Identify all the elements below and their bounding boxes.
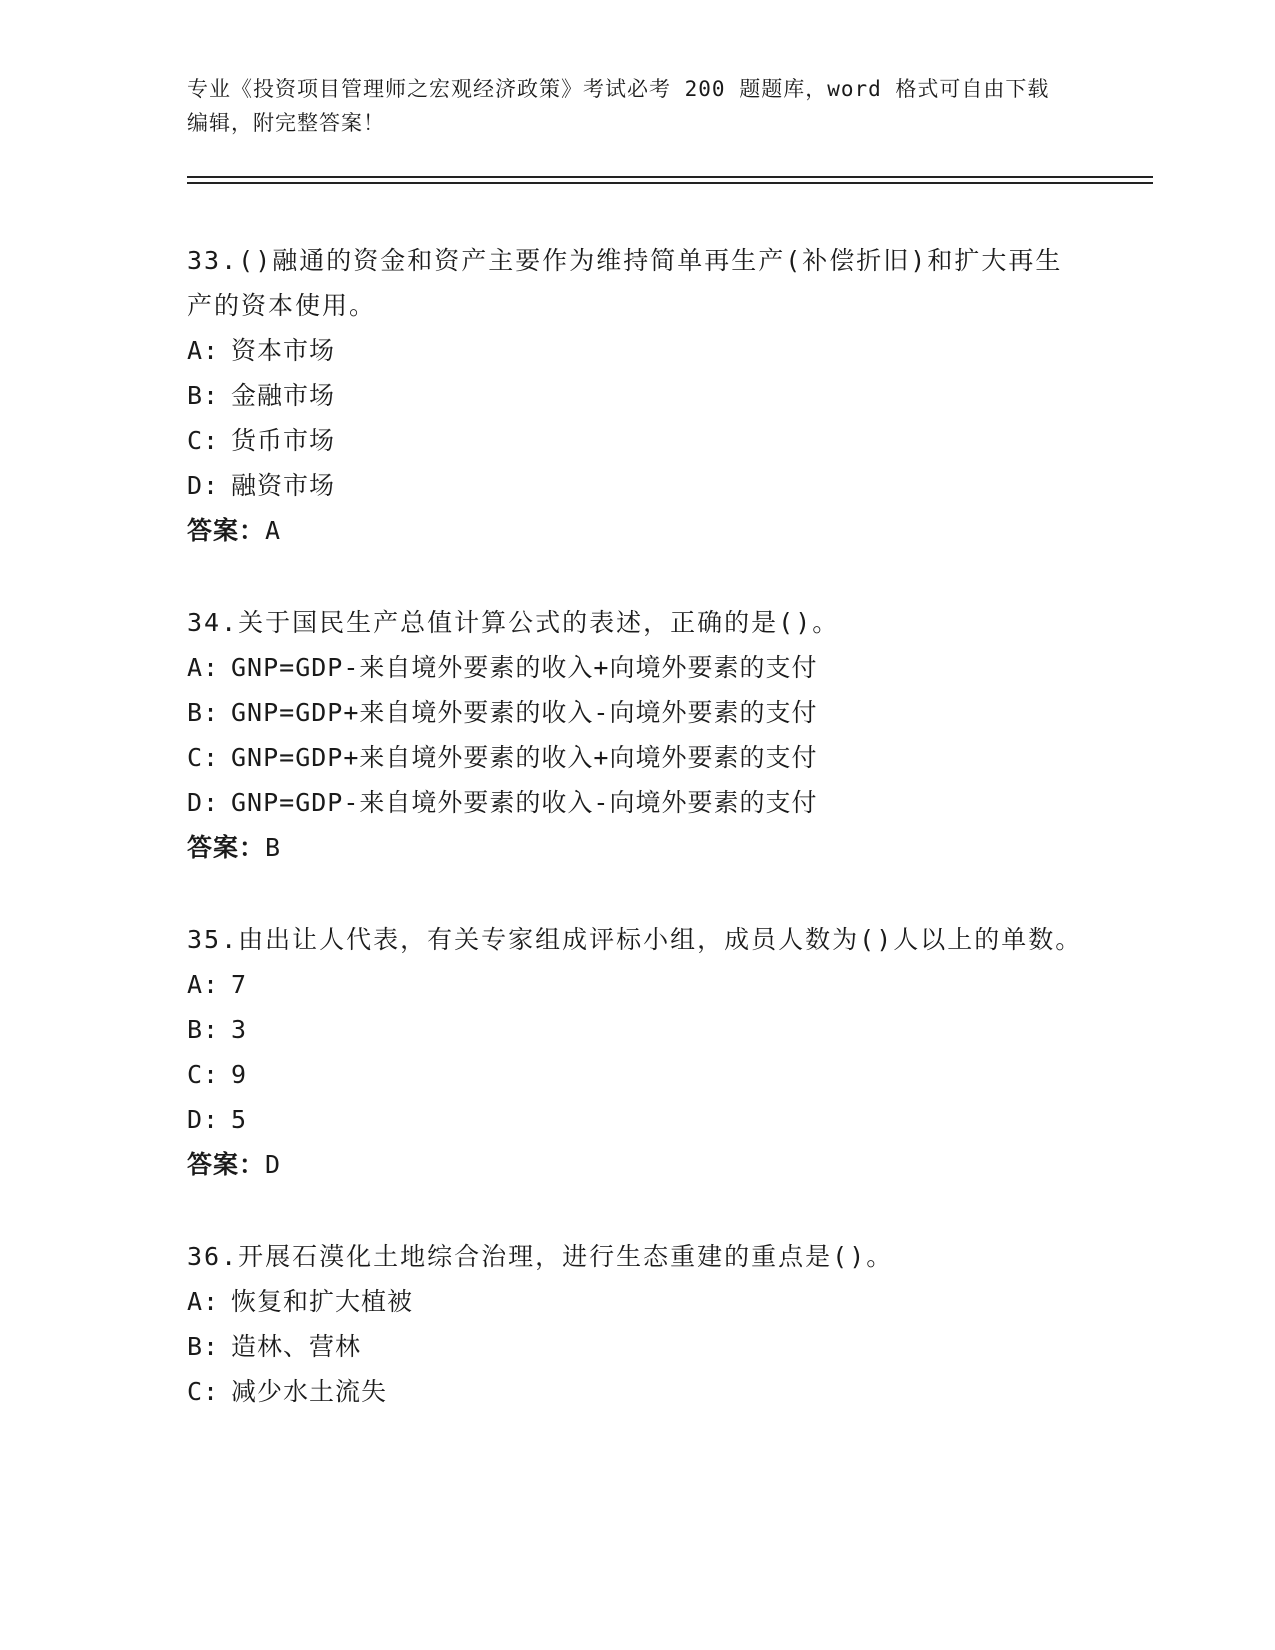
answer-label: 答案： xyxy=(187,833,266,862)
option-a xyxy=(187,328,1087,373)
option-a xyxy=(187,645,1087,690)
option-text: 资本市场 xyxy=(231,336,336,365)
answer-value: B xyxy=(265,833,282,862)
question-list xyxy=(187,238,1087,1460)
option-letter: B: xyxy=(187,381,220,410)
option-text: GNP=GDP-来自境外要素的收入+向境外要素的支付 xyxy=(231,653,818,682)
option-text: 5 xyxy=(231,1105,248,1134)
option-letter: A: xyxy=(187,653,220,682)
option-text: 金融市场 xyxy=(231,381,336,410)
question-text: 33.()融通的资金和资产主要作为维持简单再生产(补偿折旧)和扩大再生产的资本使用。 xyxy=(187,246,1063,320)
option-a xyxy=(187,962,1087,1007)
option-text: GNP=GDP-来自境外要素的收入-向境外要素的支付 xyxy=(231,788,818,817)
option-text: GNP=GDP+来自境外要素的收入+向境外要素的支付 xyxy=(231,743,818,772)
answer-value: D xyxy=(265,1150,282,1179)
option-text: 3 xyxy=(231,1015,248,1044)
option-letter: D: xyxy=(187,788,220,817)
option-text: 减少水土流失 xyxy=(231,1377,388,1406)
option-letter: B: xyxy=(187,1332,220,1361)
answer-label: 答案： xyxy=(187,1150,266,1179)
header-text: 专业《投资项目管理师之宏观经济政策》考试必考 200 题题库，word 格式可自由下载编辑，附完整答案！ xyxy=(187,77,1050,135)
option-text: 恢复和扩大植被 xyxy=(231,1287,414,1316)
option-b xyxy=(187,1007,1087,1052)
header-divider-bottom xyxy=(187,182,1153,184)
question-34 xyxy=(187,600,1087,871)
option-letter: D: xyxy=(187,471,220,500)
option-d xyxy=(187,780,1087,825)
option-d xyxy=(187,463,1087,508)
header-divider-top xyxy=(187,176,1153,178)
question-text: 34.关于国民生产总值计算公式的表述，正确的是()。 xyxy=(187,608,840,637)
answer-line xyxy=(187,1142,1087,1188)
option-text: 货币市场 xyxy=(231,426,336,455)
option-letter: B: xyxy=(187,1015,220,1044)
question-text: 36.开展石漠化土地综合治理，进行生态重建的重点是()。 xyxy=(187,1242,894,1271)
option-text: GNP=GDP+来自境外要素的收入-向境外要素的支付 xyxy=(231,698,818,727)
question-35 xyxy=(187,917,1087,1188)
option-letter: C: xyxy=(187,1377,220,1406)
option-letter: C: xyxy=(187,1060,220,1089)
option-letter: C: xyxy=(187,743,220,772)
option-b xyxy=(187,1324,1087,1369)
option-text: 融资市场 xyxy=(231,471,336,500)
option-text: 7 xyxy=(231,970,248,999)
option-letter: A: xyxy=(187,1287,220,1316)
question-text: 35.由出让人代表，有关专家组成评标小组，成员人数为()人以上的单数。 xyxy=(187,925,1083,954)
answer-line xyxy=(187,825,1087,871)
option-letter: A: xyxy=(187,970,220,999)
question-33 xyxy=(187,238,1087,554)
option-c xyxy=(187,1369,1087,1414)
option-letter: A: xyxy=(187,336,220,365)
option-b xyxy=(187,373,1087,418)
option-c xyxy=(187,735,1087,780)
option-c xyxy=(187,418,1087,463)
option-c xyxy=(187,1052,1087,1097)
answer-label: 答案： xyxy=(187,516,266,545)
answer-value: A xyxy=(265,516,282,545)
option-text: 造林、营林 xyxy=(231,1332,362,1361)
option-a xyxy=(187,1279,1087,1324)
answer-line xyxy=(187,508,1087,554)
option-letter: B: xyxy=(187,698,220,727)
question-36 xyxy=(187,1234,1087,1414)
option-letter: C: xyxy=(187,426,220,455)
option-d xyxy=(187,1097,1087,1142)
option-text: 9 xyxy=(231,1060,248,1089)
option-letter: D: xyxy=(187,1105,220,1134)
option-b xyxy=(187,690,1087,735)
